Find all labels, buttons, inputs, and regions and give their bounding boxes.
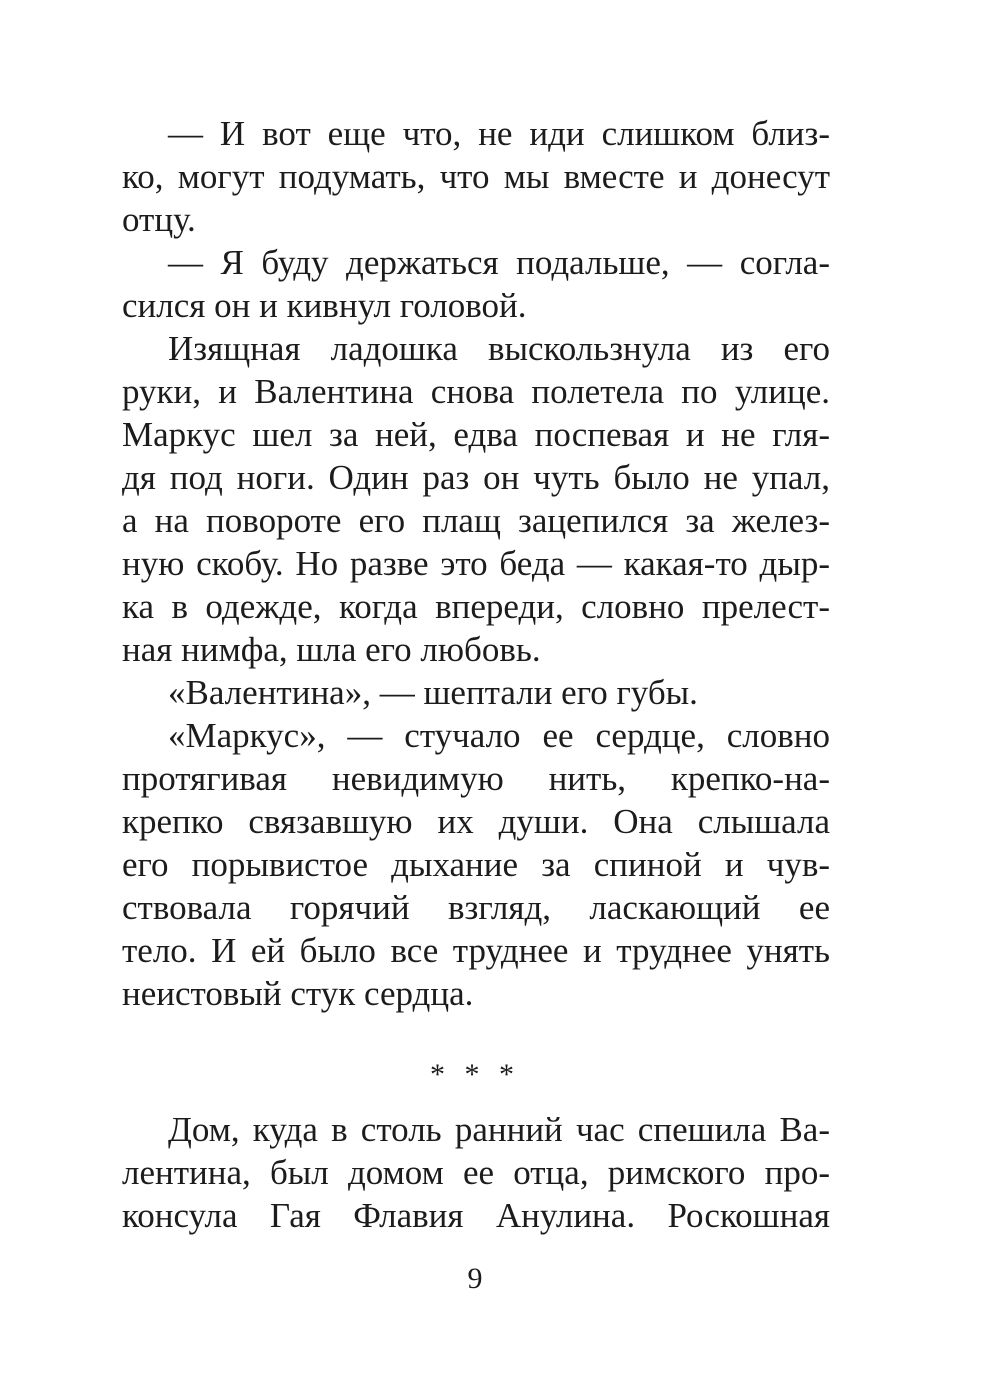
section-separator: * * * xyxy=(430,1058,520,1091)
text-line: Маркус шел за ней, едва поспевая и не гля- xyxy=(122,415,830,454)
paragraph-1 xyxy=(122,112,830,241)
paragraph-3 xyxy=(122,327,830,671)
text-line: неистовый стук сердца. xyxy=(122,974,474,1013)
text-line: консула Гая Флавия Анулина. Роскошная xyxy=(122,1196,830,1235)
text-line: ную скобу. Но разве это беда — какая-то дыр- xyxy=(122,544,830,583)
text-line: ствовала горячий взгляд, ласкающий ее xyxy=(122,888,830,927)
text-line: ко, могут подумать, что мы вместе и донесут xyxy=(122,157,830,196)
section-2-body xyxy=(122,1108,830,1237)
text-line: — И вот еще что, не иди слишком близ- xyxy=(168,114,830,153)
text-line: ка в одежде, когда впереди, словно прелест- xyxy=(122,587,830,626)
text-line: лентина, был домом ее отца, римского про- xyxy=(122,1153,830,1192)
text-line: крепко связавшую их души. Она слышала xyxy=(122,802,830,841)
text-line: протягивая невидимую нить, крепко-на- xyxy=(122,759,830,798)
page-number: 9 xyxy=(467,1262,483,1295)
text-line: тело. И ей было все труднее и труднее унять xyxy=(122,931,830,970)
text-line: его порывистое дыхание за спиной и чув- xyxy=(122,845,830,884)
page-body xyxy=(122,112,830,1015)
text-line: сился он и кивнул головой. xyxy=(122,286,527,325)
text-line: ная нимфа, шла его любовь. xyxy=(122,630,541,669)
paragraph-6 xyxy=(122,1108,830,1237)
text-line: «Валентина», — шептали его губы. xyxy=(168,673,698,712)
text-line: отцу. xyxy=(122,200,196,239)
text-line: а на повороте его плащ зацепился за желез- xyxy=(122,501,830,540)
text-line: дя под ноги. Один раз он чуть было не упал, xyxy=(122,458,830,497)
text-line: Дом, куда в столь ранний час спешила Ва- xyxy=(168,1110,830,1149)
text-line: — Я буду держаться подальше, — согла- xyxy=(168,243,830,282)
paragraph-2 xyxy=(122,241,830,327)
paragraph-4 xyxy=(122,671,830,714)
text-line: Изящная ладошка выскользнула из его xyxy=(168,329,830,368)
text-line: «Маркус», — стучало ее сердце, словно xyxy=(168,716,830,755)
text-line: руки, и Валентина снова полетела по улице. xyxy=(122,372,830,411)
paragraph-5 xyxy=(122,714,830,1015)
